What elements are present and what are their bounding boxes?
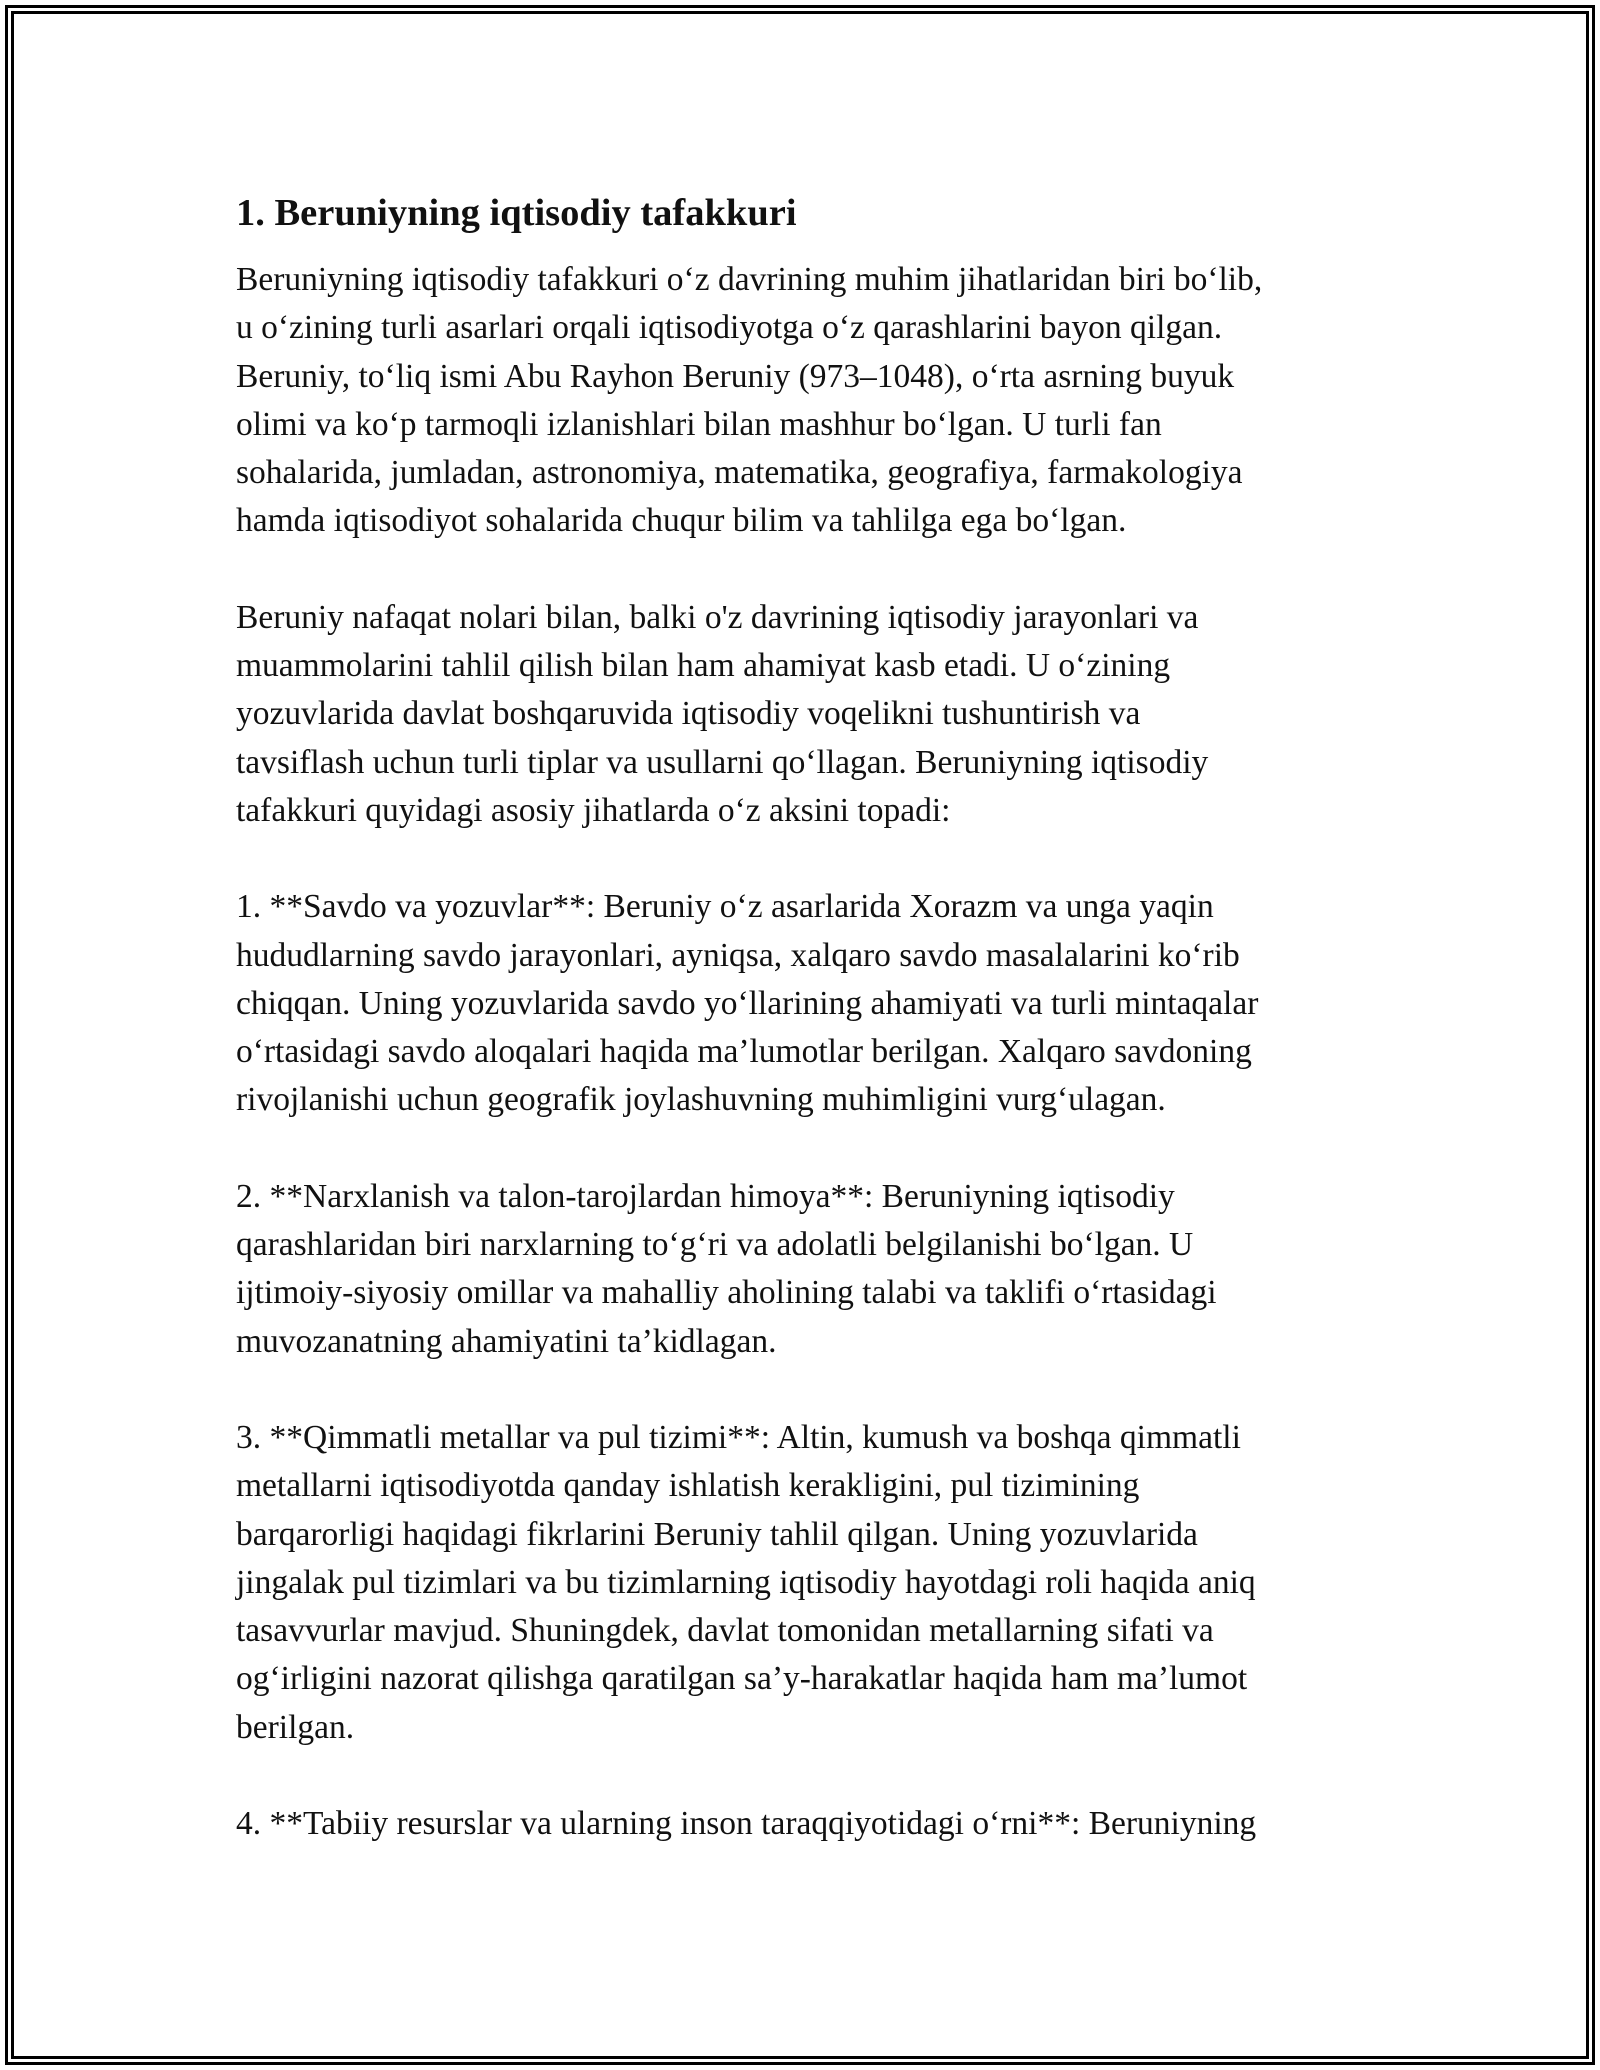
paragraph-line: ijtimoiy-siyosiy omillar va mahalliy aholining talabi va taklifi o‘rtasidagi bbox=[236, 1274, 1217, 1312]
paragraph-line: tavsiflash uchun turli tiplar va usullarni qo‘llagan. Beruniyning iqtisodiy bbox=[236, 743, 1209, 781]
paragraph-line: u o‘zining turli asarlari orqali iqtisodiyotga o‘z qarashlarini bayon qilgan. bbox=[236, 309, 1223, 347]
paragraph-line: 3. **Qimmatli metallar va pul tizimi**: Altin, kumush va boshqa qimmatli bbox=[236, 1418, 1241, 1456]
paragraph-line: Beruniy, to‘liq ismi Abu Rayhon Beruniy (973–1048), o‘rta asrning buyuk bbox=[236, 357, 1235, 395]
paragraph-line: rivojlanishi uchun geografik joylashuvning muhimligini vurg‘ulagan. bbox=[236, 1081, 1166, 1119]
paragraph-line: sohalarida, jumladan, astronomiya, matematika, geografiya, farmakologiya bbox=[236, 454, 1243, 492]
paragraph-line: jingalak pul tizimlari va bu tizimlarning iqtisodiy hayotdagi roli haqida aniq bbox=[236, 1563, 1256, 1601]
document-body bbox=[236, 186, 1386, 1848]
paragraph-line: muvozanatning ahamiyatini ta’kidlagan. bbox=[236, 1322, 777, 1360]
paragraph-line: Beruniy nafaqat nolari bilan, balki o'z davrining iqtisodiy jarayonlari va bbox=[236, 598, 1199, 636]
paragraph-line: berilgan. bbox=[236, 1708, 355, 1746]
paragraph-line: muammolarini tahlil qilish bilan ham ahamiyat kasb etadi. U o‘zining bbox=[236, 647, 1171, 685]
paragraph bbox=[236, 1414, 1386, 1752]
paragraph-line: olimi va ko‘p tarmoqli izlanishlari bilan mashhur bo‘lgan. U turli fan bbox=[236, 405, 1162, 443]
paragraph bbox=[236, 1173, 1386, 1366]
paragraph-line: o‘rtasidagi savdo aloqalari haqida ma’lumotlar berilgan. Xalqaro savdoning bbox=[236, 1033, 1252, 1071]
paragraph bbox=[236, 1800, 1386, 1848]
paragraph bbox=[236, 594, 1386, 835]
paragraph bbox=[236, 883, 1386, 1124]
paragraph-line: 1. **Savdo va yozuvlar**: Beruniy o‘z asarlarida Xorazm va unga yaqin bbox=[236, 888, 1214, 926]
paragraph-line: metallarni iqtisodiyotda qanday ishlatish kerakligini, pul tizimining bbox=[236, 1467, 1140, 1505]
paragraph-line: tafakkuri quyidagi asosiy jihatlarda o‘z aksini topadi: bbox=[236, 791, 951, 829]
paragraph-line: og‘irligini nazorat qilishga qaratilgan sa’y-harakatlar haqida ham ma’lumot bbox=[236, 1660, 1248, 1698]
paragraph-line: hududlarning savdo jarayonlari, ayniqsa, xalqaro savdo masalalarini ko‘rib bbox=[236, 936, 1240, 974]
paragraph-line: yozuvlarida davlat boshqaruvida iqtisodiy voqelikni tushuntirish va bbox=[236, 695, 1141, 733]
paragraph bbox=[236, 256, 1386, 546]
paragraph-line: tasavvurlar mavjud. Shuningdek, davlat tomonidan metallarning sifati va bbox=[236, 1612, 1214, 1650]
page-title: 1. Beruniyning iqtisodiy tafakkuri bbox=[236, 192, 797, 234]
paragraph-list bbox=[236, 256, 1386, 1848]
paragraph-line: 2. **Narxlanish va talon-tarojlardan himoya**: Beruniyning iqtisodiy bbox=[236, 1177, 1175, 1215]
paragraph-line: barqarorligi haqidagi fikrlarini Beruniy tahlil qilgan. Uning yozuvlarida bbox=[236, 1515, 1198, 1553]
paragraph-line: Beruniyning iqtisodiy tafakkuri o‘z davrining muhim jihatlaridan biri bo‘lib, bbox=[236, 261, 1263, 298]
paragraph-line: chiqqan. Uning yozuvlarida savdo yo‘llarining ahamiyati va turli mintaqalar bbox=[236, 984, 1259, 1022]
paragraph-line: 4. **Tabiiy resurslar va ularning inson taraqqiyotidagi o‘rni**: Beruniyning bbox=[236, 1805, 1257, 1843]
paragraph-line: hamda iqtisodiyot sohalarida chuqur bilim va tahlilga ega bo‘lgan. bbox=[236, 502, 1127, 540]
paragraph-line: qarashlaridan biri narxlarning to‘g‘ri va adolatli belgilanishi bo‘lgan. U bbox=[236, 1226, 1194, 1264]
